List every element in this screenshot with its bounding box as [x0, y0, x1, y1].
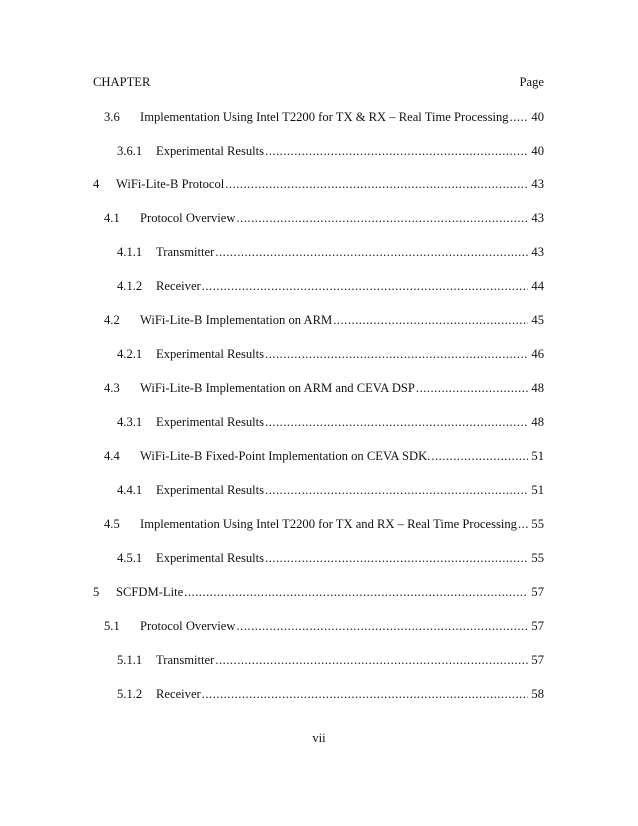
toc-entry-title: Experimental Results [156, 415, 265, 429]
toc-entry-number: 3.6.1 [117, 144, 143, 158]
toc-entry-4-1-1[interactable] [117, 243, 544, 261]
toc-entry-title: WiFi-Lite-B Implementation on ARM and CEVA DSP [140, 381, 415, 395]
toc-entry-number: 4.5.1 [117, 551, 143, 565]
page-number: vii [312, 731, 326, 745]
dot-leader [333, 311, 528, 329]
dot-leader [265, 413, 528, 431]
toc-entry-page: 40 [531, 110, 544, 124]
page-column-heading: Page [519, 75, 544, 89]
toc-entry-4-1[interactable] [104, 209, 544, 227]
toc-entry-page: 51 [531, 449, 544, 463]
toc-entry-title: Experimental Results [156, 144, 265, 158]
toc-entry-5-1-2[interactable] [117, 685, 544, 703]
dot-leader [416, 379, 528, 397]
dot-leader [265, 481, 528, 499]
toc-entry-4-4-1[interactable] [117, 481, 544, 499]
toc-entry-5-1[interactable] [104, 617, 544, 635]
dot-leader [202, 685, 529, 703]
toc-entry-number: 4.2 [104, 313, 120, 327]
toc-entry-number: 3.6 [104, 110, 120, 124]
toc-entry-page: 44 [531, 279, 544, 293]
toc-entry-page: 55 [531, 517, 544, 531]
toc-entry-number: 4.4 [104, 449, 120, 463]
toc-entry-page: 51 [531, 483, 544, 497]
dot-leader [510, 108, 529, 126]
toc-entry-3-6[interactable] [104, 108, 544, 126]
toc-entry-title: WiFi-Lite-B Protocol [116, 177, 225, 191]
toc-entry-page: 55 [531, 551, 544, 565]
toc-entry-number: 5.1 [104, 619, 120, 633]
toc-entry-title: Experimental Results [156, 551, 265, 565]
toc-entry-number: 5.1.1 [117, 653, 143, 667]
toc-entry-number: 4.1.1 [117, 245, 143, 259]
toc-entry-number: 4.4.1 [117, 483, 143, 497]
toc-entry-number: 4.3.1 [117, 415, 143, 429]
toc-entry-5-1-1[interactable] [117, 651, 544, 669]
toc-entry-title: Experimental Results [156, 483, 265, 497]
toc-entry-4-2-1[interactable] [117, 345, 544, 363]
toc-entry-title: Protocol Overview [140, 211, 236, 225]
toc-entry-page: 57 [531, 653, 544, 667]
toc-entry-title: WiFi-Lite-B Fixed-Point Implementation on CEVA SDK. [140, 449, 431, 463]
toc-entry-page: 57 [531, 619, 544, 633]
toc-entry-number: 5.1.2 [117, 687, 143, 701]
toc-entry-page: 43 [531, 177, 544, 191]
toc-entry-title: SCFDM-Lite [116, 585, 184, 599]
chapter-column-heading: CHAPTER [93, 75, 151, 89]
dot-leader [236, 617, 528, 635]
toc-entry-number: 4.1.2 [117, 279, 143, 293]
dot-leader [184, 583, 528, 601]
dot-leader [215, 243, 528, 261]
toc-entry-title: Implementation Using Intel T2200 for TX & RX – Real Time Processing [140, 110, 509, 124]
toc-entry-number: 4 [93, 177, 100, 191]
toc-entry-page: 40 [531, 144, 544, 158]
toc-entry-page: 46 [531, 347, 544, 361]
toc-entry-3-6-1[interactable] [117, 142, 544, 160]
toc-entry-title: Implementation Using Intel T2200 for TX and RX – Real Time Processing [140, 517, 517, 531]
toc-entry-4[interactable] [93, 175, 544, 193]
toc-entry-page: 48 [531, 381, 544, 395]
toc-entry-5[interactable] [93, 583, 544, 601]
toc-entry-page: 43 [531, 245, 544, 259]
dot-leader [265, 142, 528, 160]
toc-entry-4-5-1[interactable] [117, 549, 544, 567]
toc-entry-page: 48 [531, 415, 544, 429]
toc-entry-page: 45 [531, 313, 544, 327]
toc-entry-page: 57 [531, 585, 544, 599]
dot-leader [225, 175, 528, 193]
toc-entry-4-4[interactable] [104, 447, 544, 465]
toc-entry-number: 4.2.1 [117, 347, 143, 361]
dot-leader [215, 651, 528, 669]
dot-leader [518, 515, 528, 533]
toc-header [93, 75, 544, 93]
toc-entry-4-3[interactable] [104, 379, 544, 397]
toc-entry-title: WiFi-Lite-B Implementation on ARM [140, 313, 333, 327]
dot-leader [265, 345, 528, 363]
dot-leader [202, 277, 529, 295]
toc-entry-number: 4.1 [104, 211, 120, 225]
toc-entry-title: Receiver [156, 687, 201, 701]
toc-entry-title: Transmitter [156, 653, 215, 667]
dot-leader [431, 447, 528, 465]
toc-entry-title: Experimental Results [156, 347, 265, 361]
toc-entry-title: Protocol Overview [140, 619, 236, 633]
toc-entry-page: 58 [531, 687, 544, 701]
toc-entry-number: 4.3 [104, 381, 120, 395]
toc-entry-4-5[interactable] [104, 515, 544, 533]
toc-entry-4-1-2[interactable] [117, 277, 544, 295]
toc-entry-number: 4.5 [104, 517, 120, 531]
toc-entry-title: Receiver [156, 279, 201, 293]
dot-leader [236, 209, 528, 227]
toc-entry-title: Transmitter [156, 245, 215, 259]
dot-leader [265, 549, 528, 567]
toc-entry-page: 43 [531, 211, 544, 225]
toc-entry-4-3-1[interactable] [117, 413, 544, 431]
toc-entry-4-2[interactable] [104, 311, 544, 329]
toc-entry-number: 5 [93, 585, 100, 599]
